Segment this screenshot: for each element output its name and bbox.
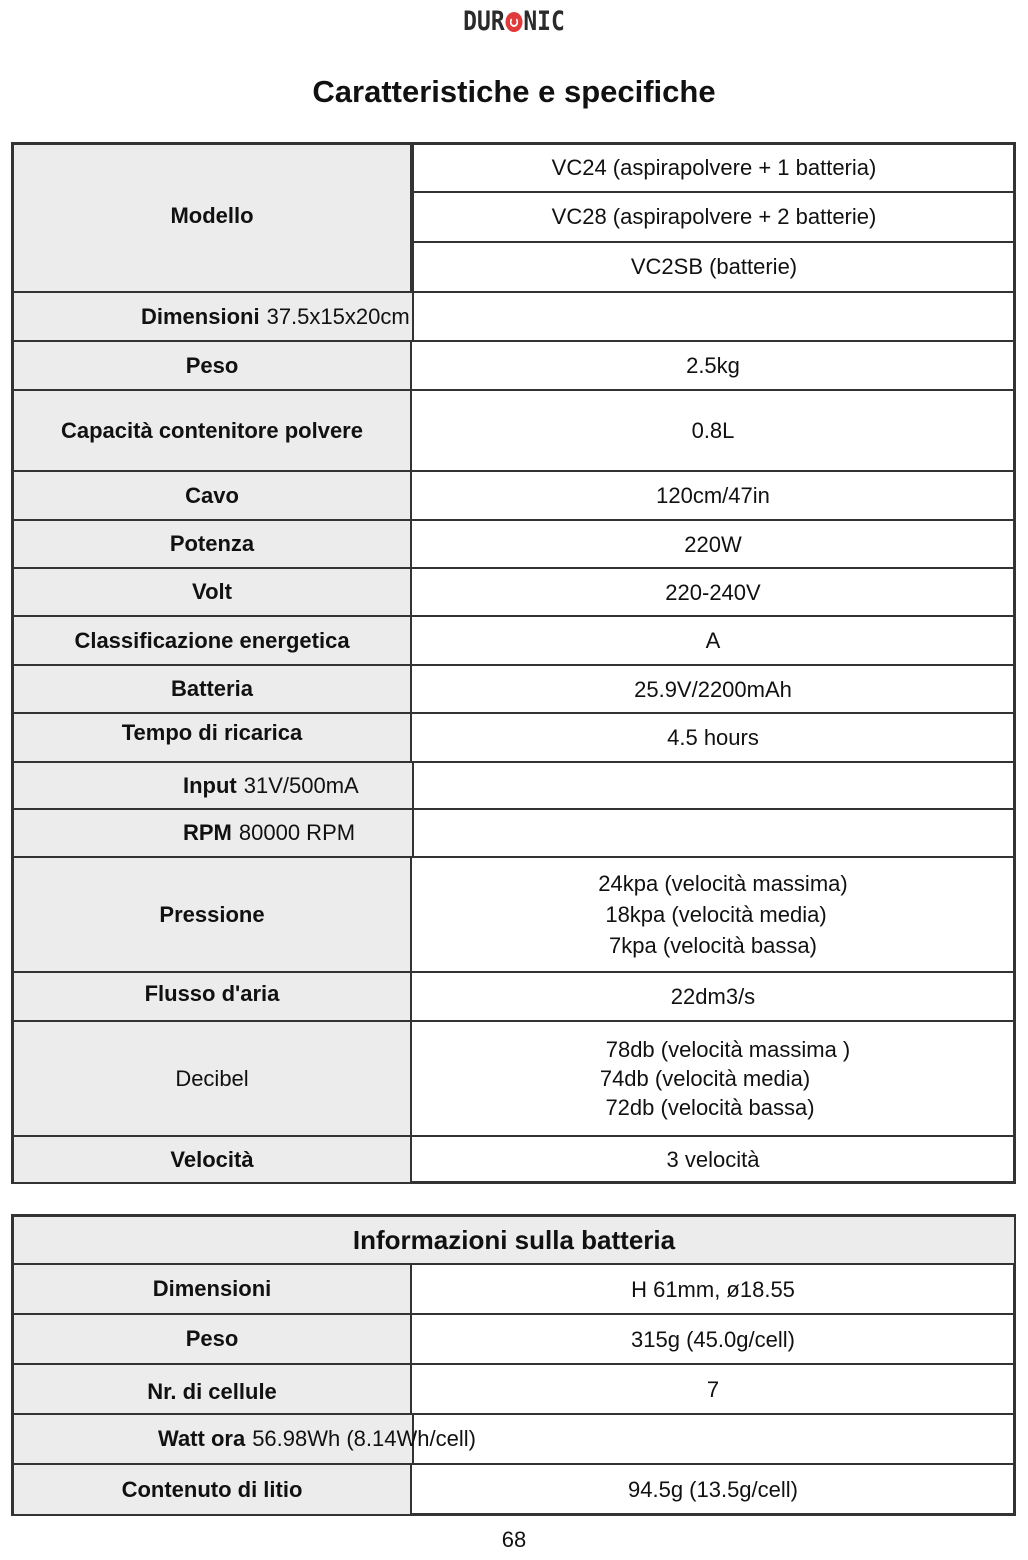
logo-text-right: NIC	[523, 6, 565, 37]
value-batt-dimensioni: H 61mm, ø18.55	[631, 1276, 795, 1302]
modello-value-1: VC24 (aspirapolvere + 1 batteria)	[412, 145, 1014, 193]
row-modello	[14, 145, 1014, 293]
row-capacita	[14, 391, 1014, 472]
value-pressione	[412, 858, 1014, 971]
value-dimensioni: 37.5x15x20cm	[266, 303, 410, 329]
value-velocita: 3 velocità	[666, 1147, 760, 1172]
row-input	[14, 763, 1014, 810]
value-flusso: 22dm3/s	[670, 984, 756, 1009]
label-peso: Peso	[14, 342, 412, 389]
row-pressione	[14, 858, 1014, 973]
rpm-text	[183, 810, 355, 856]
row-batt-peso	[14, 1315, 1014, 1365]
row-batt-litio	[14, 1465, 1014, 1514]
value-potenza: 220W	[684, 531, 742, 557]
label-volt: Volt	[14, 569, 412, 615]
value-batt-watt: 56.98Wh (8.14Wh/cell)	[252, 1426, 476, 1451]
row-rpm	[14, 810, 1014, 858]
row-classe	[14, 617, 1014, 666]
label-dimensioni: Dimensioni	[141, 303, 260, 329]
value-capacita: 0.8L	[691, 418, 735, 443]
value-cavo: 120cm/47in	[656, 483, 770, 508]
value-input: 31V/500mA	[243, 772, 359, 798]
page-number: 68	[501, 1527, 527, 1552]
value-decibel	[412, 1022, 1014, 1135]
row-decibel	[14, 1022, 1014, 1137]
label-batteria: Batteria	[14, 666, 412, 712]
value-batt-litio: 94.5g (13.5g/cell)	[628, 1477, 798, 1502]
decibel-line-1: 78db (velocità massima )	[605, 1037, 851, 1062]
input-text	[183, 763, 359, 808]
label-batt-dimensioni: Dimensioni	[14, 1265, 412, 1313]
power-icon	[506, 12, 523, 32]
pressione-line-3: 7kpa (velocità bassa)	[609, 933, 817, 958]
label-modello: Modello	[14, 145, 412, 291]
value-classe: A	[705, 628, 721, 653]
logo-text-left: DUR	[463, 6, 505, 37]
modello-value-3: VC2SB (batterie)	[412, 243, 1014, 291]
row-potenza	[14, 521, 1014, 569]
row-peso	[14, 342, 1014, 391]
value-batt-peso: 315g (45.0g/cell)	[631, 1326, 795, 1352]
column-divider	[412, 810, 414, 856]
battery-table	[11, 1214, 1016, 1516]
value-peso: 2.5kg	[686, 353, 740, 378]
label-capacita: Capacità contenitore polvere	[14, 391, 412, 470]
row-velocita	[14, 1137, 1014, 1182]
value-batt-celle: 7	[706, 1376, 720, 1402]
row-batt-dimensioni	[14, 1265, 1014, 1315]
modello-value-2: VC28 (aspirapolvere + 2 batterie)	[412, 193, 1014, 243]
watt-text	[158, 1415, 476, 1463]
row-batteria	[14, 666, 1014, 714]
label-input: Input	[183, 772, 237, 798]
label-rpm: RPM	[183, 820, 232, 845]
row-flusso	[14, 973, 1014, 1022]
row-batt-watt	[14, 1415, 1014, 1465]
row-batt-celle	[14, 1365, 1014, 1415]
label-pressione: Pressione	[14, 858, 412, 971]
row-cavo	[14, 472, 1014, 521]
label-potenza: Potenza	[14, 521, 412, 567]
label-batt-litio: Contenuto di litio	[14, 1465, 412, 1514]
value-rpm: 80000 RPM	[238, 820, 356, 845]
pressione-line-2: 18kpa (velocità media)	[605, 902, 827, 927]
column-divider	[412, 293, 414, 340]
column-divider	[412, 763, 414, 808]
dimensioni-text	[141, 293, 410, 340]
label-flusso: Flusso d'aria	[14, 973, 412, 1020]
value-batteria: 25.9V/2200mAh	[634, 676, 792, 702]
battery-table-header: Informazioni sulla batteria	[14, 1217, 1014, 1265]
value-ricarica: 4.5 hours	[667, 725, 759, 750]
label-velocita: Velocità	[14, 1137, 412, 1182]
label-cavo: Cavo	[14, 472, 412, 519]
value-volt: 220-240V	[665, 579, 761, 605]
label-batt-peso: Peso	[14, 1315, 412, 1363]
row-ricarica	[14, 714, 1014, 763]
page-title: Caratteristiche e specifiche	[312, 74, 716, 109]
decibel-line-2: 74db (velocità media)	[599, 1066, 811, 1091]
pressione-line-1: 24kpa (velocità massima)	[598, 871, 848, 896]
label-batt-watt: Watt ora	[158, 1426, 246, 1451]
duronic-logo	[77, 6, 951, 37]
specs-table	[11, 142, 1016, 1184]
label-ricarica: Tempo di ricarica	[14, 714, 412, 761]
row-volt	[14, 569, 1014, 617]
row-dimensioni	[14, 293, 1014, 342]
label-decibel: Decibel	[14, 1022, 412, 1135]
decibel-line-3: 72db (velocità bassa)	[605, 1095, 815, 1120]
label-classe: Classificazione energetica	[14, 617, 412, 664]
label-batt-celle: Nr. di cellule	[14, 1365, 412, 1413]
